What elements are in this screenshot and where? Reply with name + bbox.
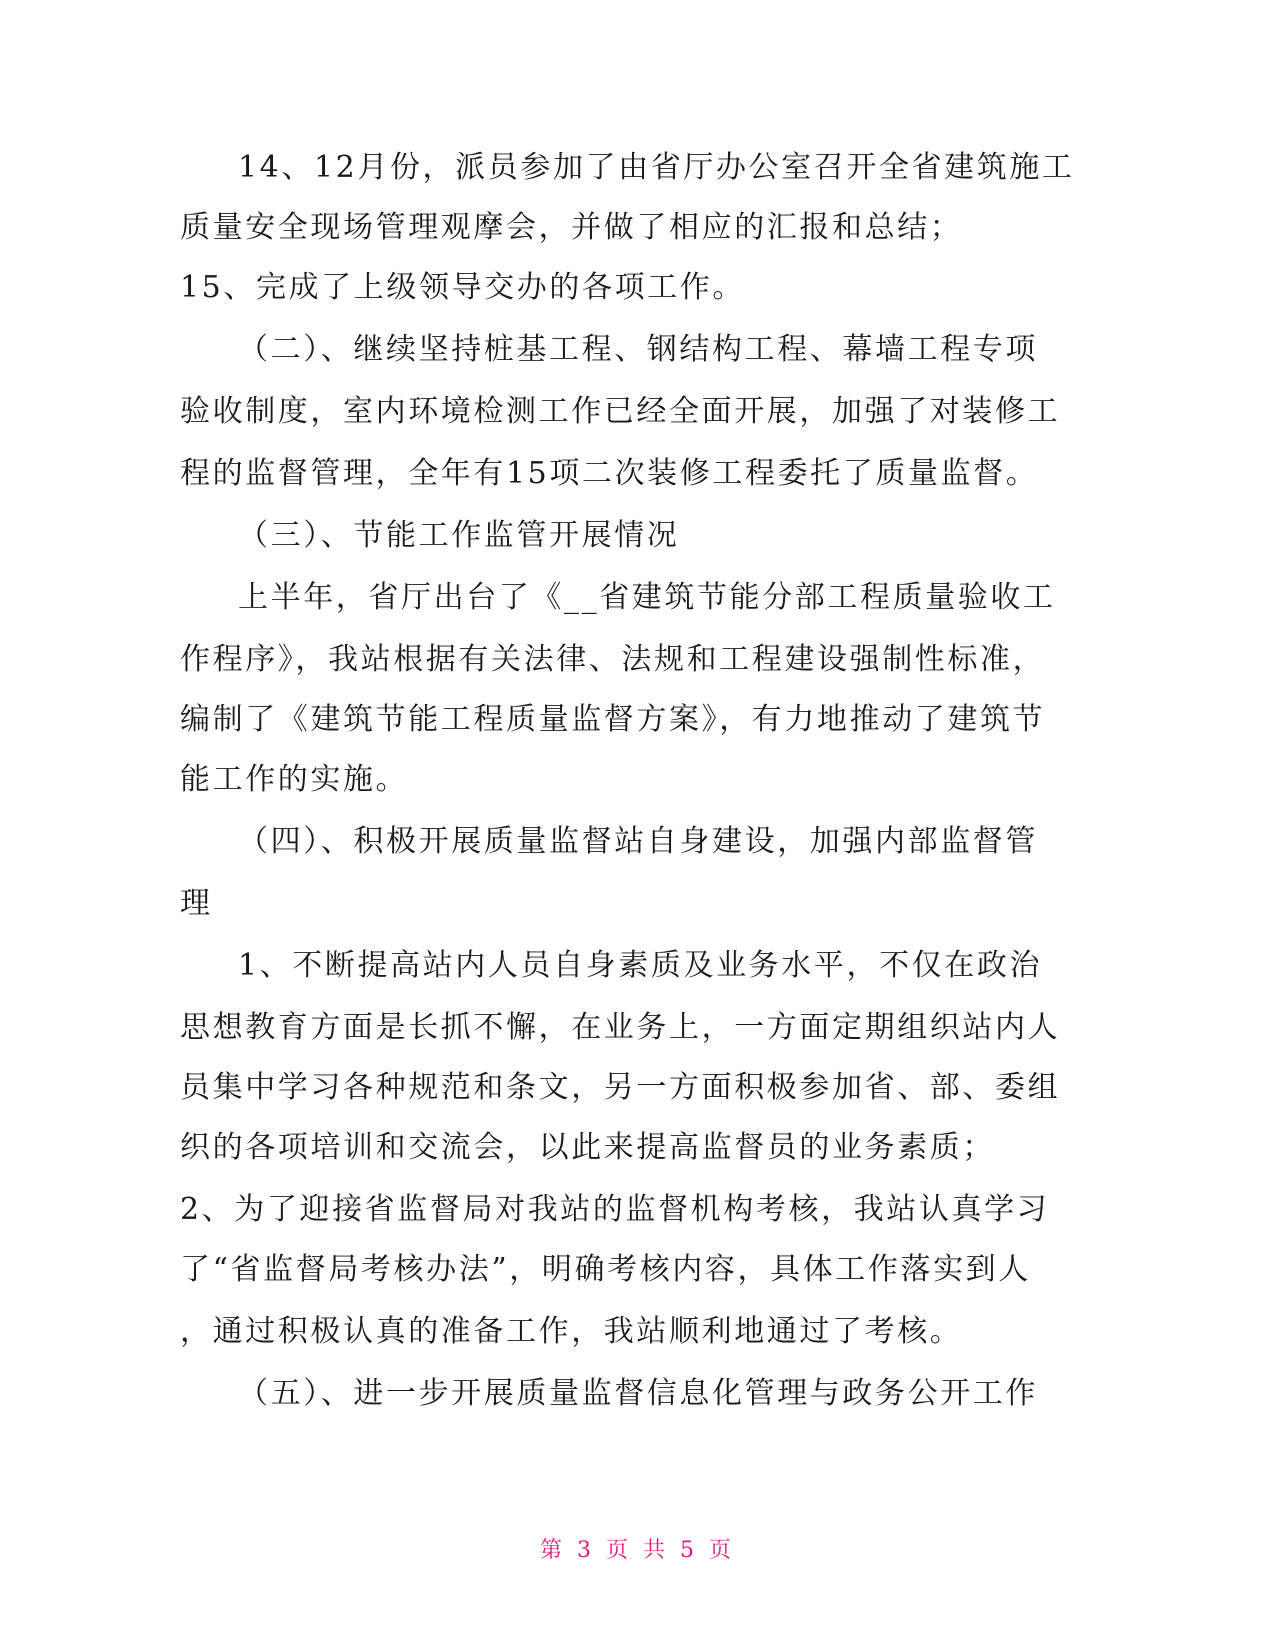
paragraph-line: 质量安全现场管理观摩会，并做了相应的汇报和总结； [180, 210, 963, 245]
section-heading: （四）、积极开展质量监督站自身建设，加强内部监督管 [238, 824, 1038, 859]
paragraph-line: 作程序》，我站根据有关法律、法规和工程建设强制性标准， [180, 642, 1046, 677]
paragraph-line: 了“省监督局考核办法”，明确考核内容，具体工作落实到人 [180, 1252, 1031, 1287]
paragraph-line: 2、为了迎接省监督局对我站的监督机构考核，我站认真学习 [180, 1192, 1050, 1227]
section-heading: （五）、进一步开展质量监督信息化管理与政务公开工作 [238, 1376, 1038, 1411]
section-heading: （二）、继续坚持桩基工程、钢结构工程、幕墙工程专项 [238, 332, 1038, 367]
page-number-footer: 第 3 页 共 5 页 [540, 1538, 735, 1563]
paragraph-line: 1、不断提高站内人员自身素质及业务水平，不仅在政治 [238, 948, 1043, 983]
paragraph-line: 程的监督管理，全年有15项二次装修工程委托了质量监督。 [180, 456, 1039, 491]
paragraph-line: 编制了《建筑节能工程质量监督方案》，有力地推动了建筑节 [180, 702, 1046, 737]
section-heading: （三）、节能工作监管开展情况 [238, 518, 680, 553]
section-heading: 理 [180, 886, 213, 921]
paragraph-line: 能工作的实施。 [180, 762, 409, 797]
paragraph-line: 织的各项培训和交流会，以此来提高监督员的业务素质； [180, 1130, 995, 1165]
paragraph-line: 14、12月份，派员参加了由省厅办公室召开全省建筑施工 [238, 150, 1075, 185]
paragraph-line: ，通过积极认真的准备工作，我站顺利地通过了考核。 [180, 1314, 963, 1349]
paragraph-line: 上半年，省厅出台了《__省建筑节能分部工程质量验收工 [238, 580, 1056, 615]
paragraph-line: 验收制度，室内环境检测工作已经全面开展，加强了对装修工 [180, 394, 1061, 429]
paragraph-line: 员集中学习各种规范和条文，另一方面积极参加省、部、委组 [180, 1070, 1061, 1105]
paragraph-line: 15、完成了上级领导交办的各项工作。 [180, 270, 745, 305]
paragraph-line: 思想教育方面是长抓不懈，在业务上，一方面定期组织站内人 [180, 1010, 1061, 1045]
